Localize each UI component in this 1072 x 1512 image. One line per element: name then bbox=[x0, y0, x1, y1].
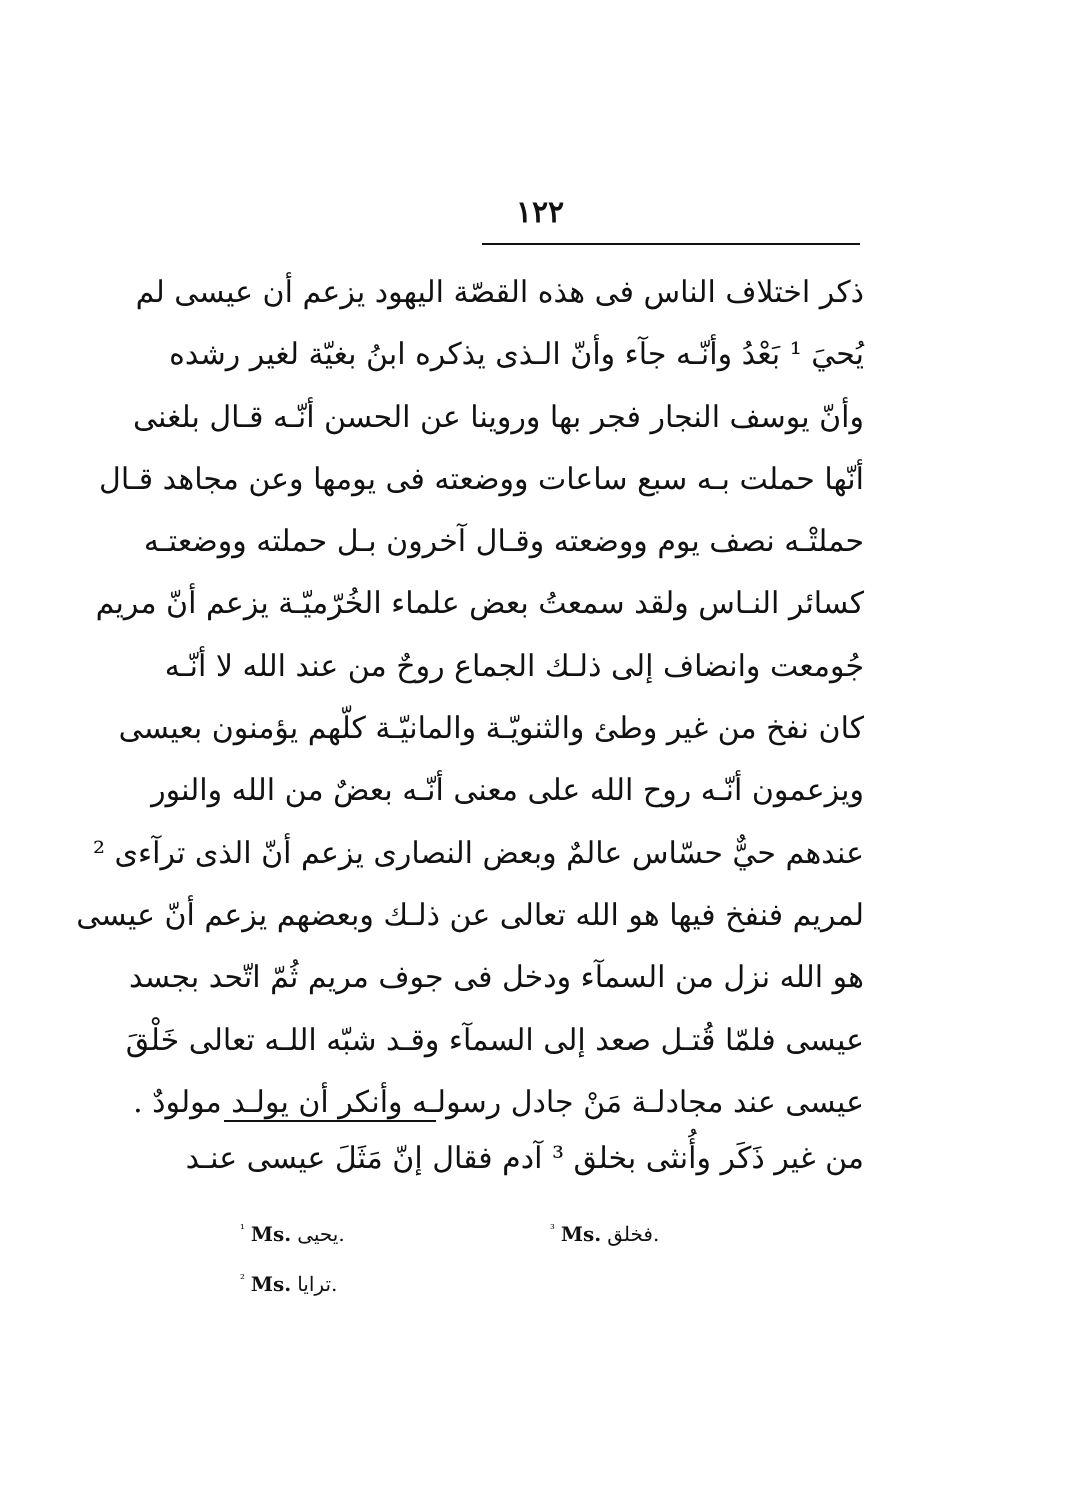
text-line: هو الله نزل من السمآء ودخل فى جوف مريم ثُمّ اتّحد بجسد bbox=[128, 960, 864, 996]
text-line: ذكر اختلاف الناس فى هذه القصّة اليهود يزعم أن عيسى لم bbox=[135, 275, 864, 310]
page-number: ١٢٢ bbox=[515, 195, 565, 230]
text-line: عيسى عند مجادلـة مَنْ جادل رسولـه وأنكر أن يولـد مولودٌ . bbox=[133, 1084, 864, 1120]
text-line: لمريم فنفخ فيها هو الله تعالى عن ذلـك وبعضهم يزعم أنّ عيسى bbox=[76, 897, 864, 933]
footnote-mark: ² bbox=[240, 1272, 245, 1287]
footnote-text: فخلق. bbox=[607, 1222, 660, 1246]
header-rule bbox=[482, 243, 860, 245]
footnote-1 bbox=[240, 1222, 345, 1246]
text-line: يُحيَ ¹ بَعْدُ وأنّـه جآء وأنّ الـذى يذكره ابنُ بغيّة لغير رشده bbox=[169, 337, 864, 373]
last-text-block bbox=[185, 1128, 864, 1190]
text-line: أنّها حملت بـه سبع ساعات ووضعته فى يومها وعن مجاهد قـال bbox=[99, 461, 864, 497]
text-line: كان نفخ من غير وطئ والثنويّـة والمانيّـة كلّهم يؤمنون بعيسى bbox=[118, 711, 864, 747]
footnote-3 bbox=[550, 1222, 659, 1246]
footnote-rule bbox=[224, 1120, 436, 1122]
text-line-last: من غير ذَكَر وأُنثى بخلق ³ آدم فقال إنّ مَثَلَ عيسى عنـد bbox=[185, 1141, 864, 1176]
text-line: جُومعت وانضاف إلى ذلـك الجماع روحٌ من عند الله لا أنّـه bbox=[164, 648, 864, 684]
footnotes bbox=[240, 1222, 700, 1312]
footnote-mark: ¹ bbox=[240, 1222, 245, 1237]
footnote-ms: Ms. bbox=[250, 1272, 292, 1296]
footnote-2 bbox=[240, 1272, 337, 1296]
footnote-ms: Ms. bbox=[250, 1222, 292, 1246]
text-line: وأنّ يوسف النجار فجر بها وروينا عن الحسن أنّـه قـال بلغنى bbox=[133, 399, 864, 435]
footnote-text: ترايا. bbox=[297, 1272, 338, 1296]
text-line: عيسى فلمّا قُتـل صعد إلى السمآء وقـد شبّه اللـه تعالى خَلْقَ bbox=[125, 1022, 864, 1058]
footnote-ms: Ms. bbox=[560, 1222, 602, 1246]
text-line: ويزعمون أنّـه روح الله على معنى أنّـه بعضٌ من الله والنور bbox=[151, 773, 864, 809]
text-line: عندهم حيٌّ حسّاس عالمٌ وبعض النصارى يزعم أنّ الذى ترآءى ² bbox=[92, 835, 864, 871]
text-line: كسائر النـاس ولقد سمعتُ بعض علماء الخُرّميّـة يزعم أنّ مريم bbox=[95, 586, 864, 622]
text-line: حملتْـه نصف يوم ووضعته وقـال آخرون بـل حملته ووضعتـه bbox=[143, 524, 864, 560]
footnote-text: يحيى. bbox=[297, 1222, 345, 1246]
main-text-block bbox=[76, 262, 864, 1134]
footnote-mark: ³ bbox=[550, 1222, 555, 1237]
